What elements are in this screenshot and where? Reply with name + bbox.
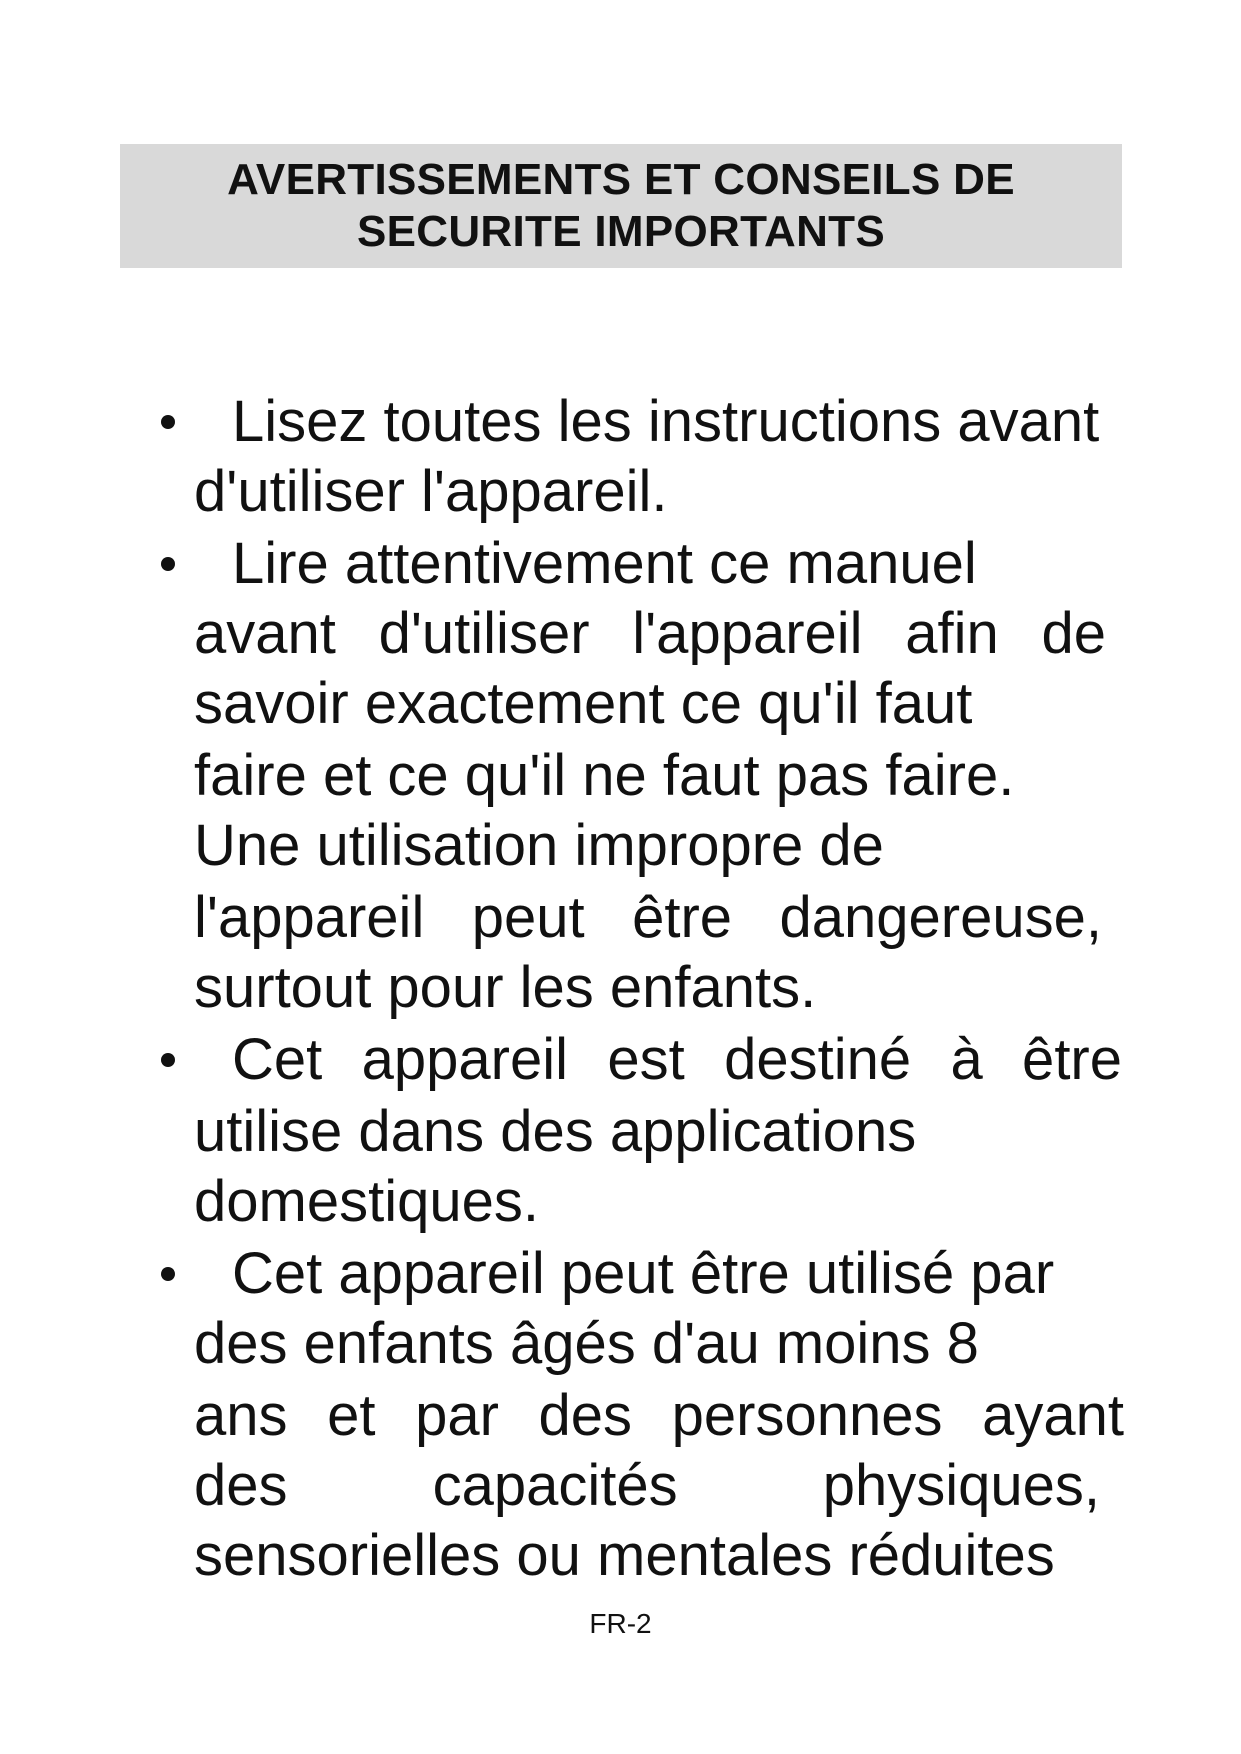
section-title-box xyxy=(120,144,1122,268)
bullet-icon xyxy=(152,392,184,452)
item-1-line-1: Lisez toutes les instructions avant xyxy=(232,389,1100,454)
section-title-line-2: SECURITE IMPORTANTS xyxy=(356,207,885,256)
item-4-line-4: des capacités physiques, xyxy=(194,1453,1100,1518)
item-4-line-5: sensorielles ou mentales réduites xyxy=(194,1523,1055,1588)
bullet-icon xyxy=(152,534,184,594)
item-1-line-2: d'utiliser l'appareil. xyxy=(194,459,668,524)
item-2-line-1: Lire attentivement ce manuel xyxy=(232,531,977,596)
item-2-line-2: avant d'utiliser l'appareil afin de xyxy=(194,601,1106,666)
item-2-line-4: faire et ce qu'il ne faut pas faire. xyxy=(194,743,1015,808)
item-4-line-3: ans et par des personnes ayant xyxy=(194,1383,1124,1448)
item-3-line-3: domestiques. xyxy=(194,1169,539,1234)
item-3-line-1: Cet appareil est destiné à être xyxy=(232,1027,1122,1092)
item-2-line-3: savoir exactement ce qu'il faut xyxy=(194,671,973,736)
bullet-icon xyxy=(152,1030,184,1090)
item-4-line-2: des enfants âgés d'au moins 8 xyxy=(194,1311,979,1376)
item-2-line-7: surtout pour les enfants. xyxy=(194,955,817,1020)
section-title-line-1: AVERTISSEMENTS ET CONSEILS DE xyxy=(227,155,1015,204)
item-2-line-6: l'appareil peut être dangereuse, xyxy=(194,885,1102,950)
item-4-line-1: Cet appareil peut être utilisé par xyxy=(232,1241,1055,1306)
item-2-line-5: Une utilisation impropre de xyxy=(194,813,884,878)
page-number: FR-2 xyxy=(589,1608,652,1639)
bullet-icon xyxy=(152,1244,184,1304)
item-3-line-2: utilise dans des applications xyxy=(194,1099,917,1164)
